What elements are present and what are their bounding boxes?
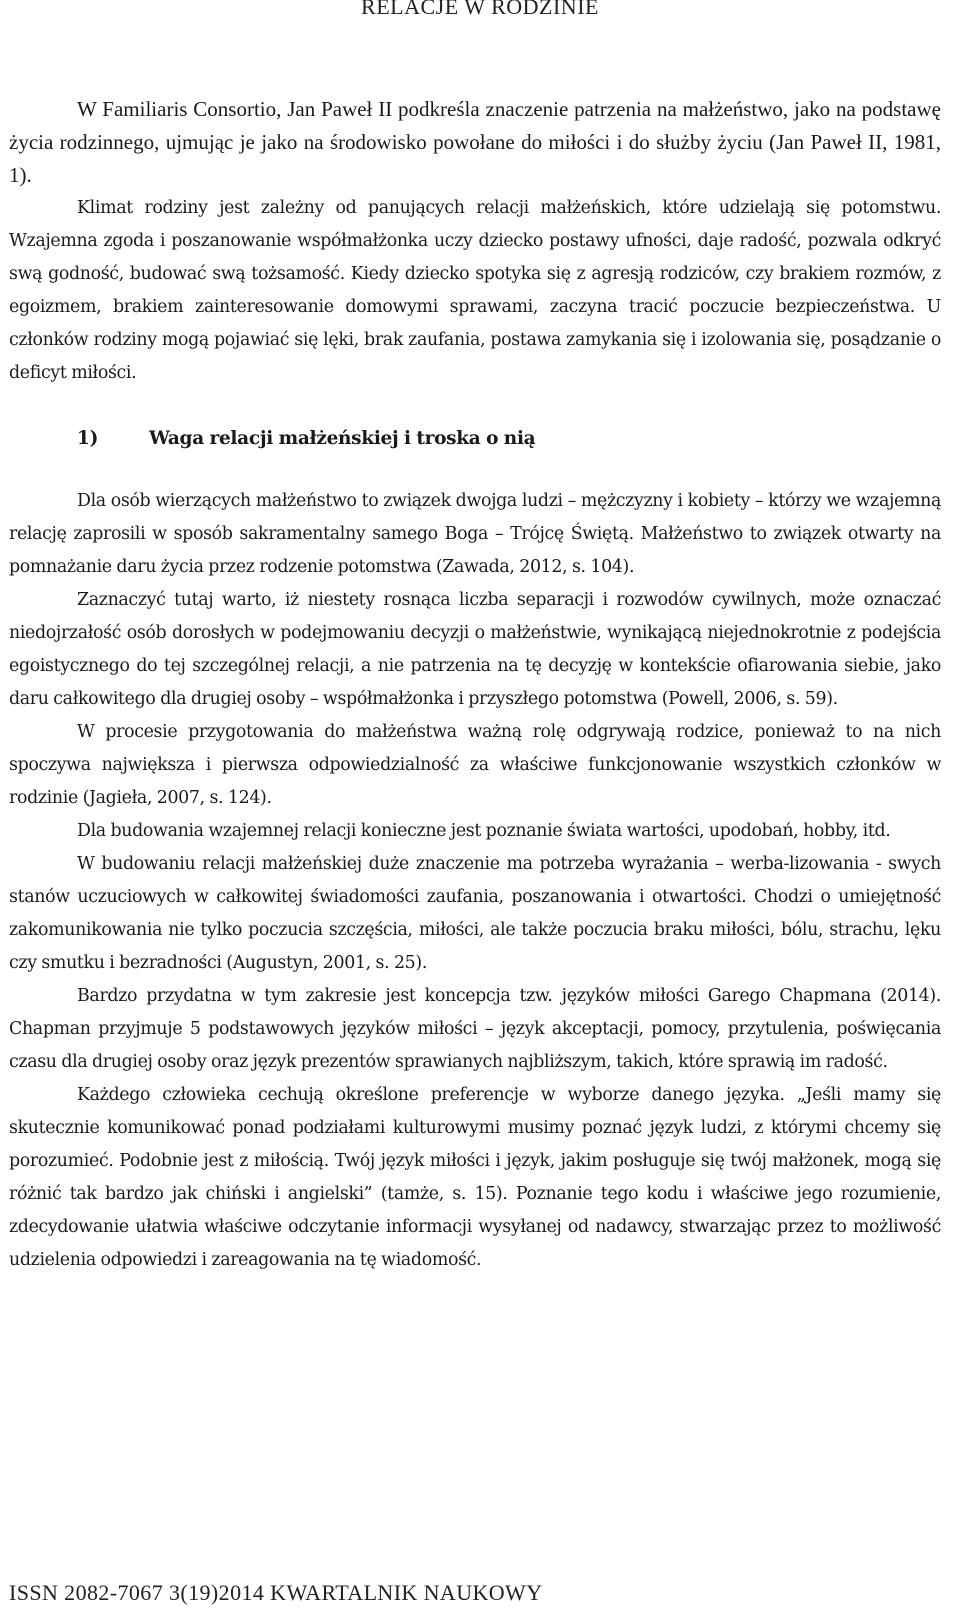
body-paragraph: W budowaniu relacji małżeńskiej duże znaczenie ma potrzeba wyrażania – werba-lizowania - swych stanów uczuciowych w całkowitej świadomości zaufania, poszanowania i otwartości. Chodzi o umiejętność zakomunikowania nie tylko poczucia szczęścia, miłości, ale także poczucia braku miłości, bólu, strachu, lęku czy smutku i bezradności (Augustyn, 2001, s. 25). bbox=[9, 854, 941, 973]
body-paragraph: Dla budowania wzajemnej relacji konieczne jest poznanie świata wartości, upodobań, hobby, itd. bbox=[77, 821, 891, 841]
running-header: RELACJE W RODZINIE bbox=[361, 0, 599, 19]
body-paragraph: Każdego człowieka cechują określone preferencje w wyborze danego języka. „Jeśli mamy się skutecznie komunikować ponad podziałami kulturowymi musimy poznać język ludzi, z którymi chcemy się porozumieć. Podobnie jest z miłością. Twój język miłości i język, jakim posługuje się twój małżonek, mogą się różnić tak bardzo jak chiński i angielski” (tamże, s. 15). Poznanie tego kodu i właściwe jego rozumienie, zdecydowanie ułatwia właściwe odczytanie informacji wysyłanej od nadawcy, stwarzając przez to możliwość udzielenia odpowiedzi i zareagowania na tę wiadomość. bbox=[9, 1085, 941, 1270]
section-heading bbox=[9, 422, 941, 455]
intro-paragraph: Klimat rodziny jest zależny od panujących relacji małżeńskich, które udzielają się potomstwu. Wzajemna zgoda i poszanowanie współmałżonka uczy dziecko postawy ufności, daje radość, pozwala odkryć swą godność, budować swą tożsamość. Kiedy dziecko spotyka się z agresją rodziców, czy brakiem rozmów, z egoizmem, brakiem zainteresowanie domowymi sprawami, zaczyna tracić poczucie bezpieczeństwa. U członków rodziny mogą pojawiać się lęki, brak zaufania, postawa zamykania się i izolowania się, posądzanie o deficyt miłości. bbox=[9, 198, 941, 383]
body-paragraph: Zaznaczyć tutaj warto, iż niestety rosnąca liczba separacji i rozwodów cywilnych, może oznaczać niedojrzałość osób dorosłych w podejmowaniu decyzji o małżeństwie, wynikającą niejednokrotnie z podejścia egoistycznego do tej szczególnej relacji, a nie patrzenia na tę decyzję w kontekście ofiarowania siebie, jako daru całkowitego dla drugiej osoby – współmałżonka i przyszłego potomstwa (Powell, 2006, s. 59). bbox=[9, 590, 941, 709]
article-body bbox=[9, 93, 941, 1277]
body-paragraph: Bardzo przydatna w tym zakresie jest koncepcja tzw. języków miłości Garego Chapmana (2014). Chapman przyjmuje 5 podstawowych języków miłości – język akceptacji, pomocy, przytulenia, poświęcania czasu dla drugiej osoby oraz język prezentów sprawianych najbliższym, takich, które sprawią im radość. bbox=[9, 986, 941, 1072]
running-footer: ISSN 2082-7067 3(19)2014 KWARTALNIK NAUKOWY bbox=[9, 1580, 543, 1605]
body-paragraph: W procesie przygotowania do małżeństwa ważną rolę odgrywają rodzice, ponieważ to na nich spoczywa największa i pierwsza odpowiedzialność za właściwe funkcjonowanie wszystkich członków w rodzinie (Jagieła, 2007, s. 124). bbox=[9, 722, 941, 808]
section-number: 1) bbox=[77, 428, 99, 449]
body-paragraph: Dla osób wierzących małżeństwo to związek dwojga ludzi – mężczyzny i kobiety – którzy we wzajemną relację zaprosili w sposób sakramentalny samego Boga – Trójcę Świętą. Małżeństwo to związek otwarty na pomnażanie daru życia przez rodzenie potomstwa (Zawada, 2012, s. 104). bbox=[9, 491, 941, 577]
intro-paragraph: W Familiaris Consortio, Jan Paweł II podkreśla znaczenie patrzenia na małżeństwo, jako na podstawę życia rodzinnego, ujmując je jako na środowisko powołane do miłości i do służby życiu (Jan Paweł II, 1981, 1). bbox=[9, 97, 941, 187]
section-title: Waga relacji małżeńskiej i troska o nią bbox=[149, 428, 536, 449]
